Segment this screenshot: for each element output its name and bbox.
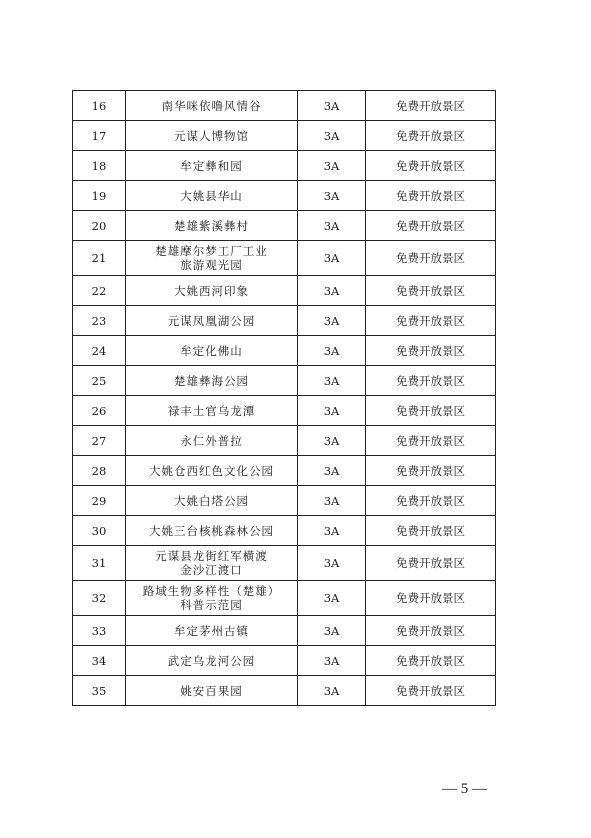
row-number: 30 [73,516,126,546]
scenic-spot-name-line: 牟定茅州古镇 [174,623,249,638]
scenic-level: 3A [298,276,366,306]
scenic-type: 免费开放景区 [366,366,496,396]
table-row [73,646,496,676]
row-number: 24 [73,336,126,366]
scenic-spot-name [126,676,298,706]
table-row [73,581,496,616]
scenic-type: 免费开放景区 [366,396,496,426]
scenic-spot-name-line: 楚雄彝海公园 [174,373,249,388]
scenic-type: 免费开放景区 [366,581,496,616]
scenic-type: 免费开放景区 [366,276,496,306]
scenic-level: 3A [298,581,366,616]
scenic-spot-name-line: 元谋凤凰湖公园 [167,313,256,328]
scenic-spot-name [126,241,298,276]
table-row [73,676,496,706]
row-number: 25 [73,366,126,396]
scenic-level: 3A [298,456,366,486]
scenic-spot-name [126,581,298,616]
scenic-spot-name [126,646,298,676]
table-row [73,241,496,276]
scenic-spot-name-line: 元谋人博物馆 [174,128,249,143]
scenic-spot-name-line: 楚雄摩尔梦工厂工业 [155,244,268,258]
table-row [73,486,496,516]
scenic-spot-name-line: 元谋县龙街红军横渡 [155,549,268,563]
scenic-spot-name [126,121,298,151]
scenic-level: 3A [298,366,366,396]
scenic-spot-name [126,616,298,646]
table-row [73,121,496,151]
scenic-spot-name [126,486,298,516]
scenic-type: 免费开放景区 [366,516,496,546]
row-number: 17 [73,121,126,151]
scenic-type: 免费开放景区 [366,241,496,276]
scenic-level: 3A [298,181,366,211]
table-row [73,336,496,366]
row-number: 20 [73,211,126,241]
scenic-type: 免费开放景区 [366,181,496,211]
table-row [73,306,496,336]
scenic-spot-name-line: 永仁外普拉 [180,433,243,448]
scenic-spot-name-line: 禄丰土官乌龙潭 [167,403,256,418]
table-row [73,516,496,546]
table-row [73,151,496,181]
table-row [73,546,496,581]
scenic-level: 3A [298,306,366,336]
scenic-level: 3A [298,211,366,241]
scenic-type: 免费开放景区 [366,426,496,456]
scenic-level: 3A [298,151,366,181]
scenic-level: 3A [298,676,366,706]
row-number: 27 [73,426,126,456]
scenic-spot-name-line: 路域生物多样性（楚雄） [142,584,281,598]
scenic-spot-name [126,276,298,306]
scenic-spot-name [126,211,298,241]
scenic-type: 免费开放景区 [366,211,496,241]
scenic-level: 3A [298,336,366,366]
scenic-spots-table [72,90,496,706]
scenic-spot-name-line: 大姚西河印象 [174,283,249,298]
scenic-spot-name-line: 姚安百果园 [180,683,243,698]
table-row [73,91,496,121]
scenic-spot-name [126,366,298,396]
table-row [73,181,496,211]
scenic-type: 免费开放景区 [366,121,496,151]
scenic-spot-name-line: 大姚三台核桃森林公园 [149,523,274,538]
scenic-level: 3A [298,516,366,546]
table-row [73,456,496,486]
row-number: 34 [73,646,126,676]
scenic-spot-name [126,151,298,181]
scenic-type: 免费开放景区 [366,151,496,181]
scenic-spot-name-line: 武定乌龙河公园 [167,653,256,668]
scenic-spot-name-line: 牟定彝和园 [180,158,243,173]
table-row [73,426,496,456]
scenic-spot-name [126,306,298,336]
scenic-spot-name-line: 牟定化佛山 [180,343,243,358]
table-row [73,396,496,426]
scenic-spot-name [126,396,298,426]
scenic-level: 3A [298,241,366,276]
table-row [73,616,496,646]
row-number: 33 [73,616,126,646]
scenic-spot-name [126,336,298,366]
scenic-type: 免费开放景区 [366,306,496,336]
scenic-spot-name [126,546,298,581]
scenic-level: 3A [298,396,366,426]
scenic-type: 免费开放景区 [366,646,496,676]
scenic-spot-name-line: 大姚仓西红色文化公园 [149,463,274,478]
row-number: 26 [73,396,126,426]
scenic-spot-name [126,426,298,456]
scenic-type: 免费开放景区 [366,616,496,646]
scenic-spot-name [126,456,298,486]
page-number: — 5 — [442,781,487,797]
scenic-level: 3A [298,426,366,456]
row-number: 29 [73,486,126,516]
row-number: 16 [73,91,126,121]
row-number: 31 [73,546,126,581]
scenic-level: 3A [298,91,366,121]
scenic-spot-name-line: 南华咪依噜风情谷 [161,98,262,113]
scenic-level: 3A [298,616,366,646]
scenic-level: 3A [298,546,366,581]
scenic-spot-name-line: 金沙江渡口 [180,563,243,577]
row-number: 35 [73,676,126,706]
scenic-type: 免费开放景区 [366,546,496,581]
table-row [73,366,496,396]
scenic-level: 3A [298,486,366,516]
scenic-type: 免费开放景区 [366,91,496,121]
table-body [73,91,496,706]
scenic-type: 免费开放景区 [366,336,496,366]
scenic-spot-name-line: 大姚县华山 [180,188,243,203]
row-number: 19 [73,181,126,211]
scenic-type: 免费开放景区 [366,456,496,486]
scenic-type: 免费开放景区 [366,676,496,706]
row-number: 21 [73,241,126,276]
scenic-spot-name [126,91,298,121]
scenic-level: 3A [298,646,366,676]
row-number: 22 [73,276,126,306]
scenic-spot-name [126,516,298,546]
scenic-spot-name-line: 大姚白塔公园 [174,493,249,508]
table-row [73,211,496,241]
row-number: 32 [73,581,126,616]
table-row [73,276,496,306]
scenic-type: 免费开放景区 [366,486,496,516]
row-number: 23 [73,306,126,336]
scenic-spot-name [126,181,298,211]
scenic-spot-name-line: 旅游观光园 [180,258,243,272]
scenic-spot-name-line: 科普示范园 [180,598,243,612]
row-number: 18 [73,151,126,181]
scenic-level: 3A [298,121,366,151]
row-number: 28 [73,456,126,486]
scenic-spot-name-line: 楚雄紫溪彝村 [174,218,249,233]
